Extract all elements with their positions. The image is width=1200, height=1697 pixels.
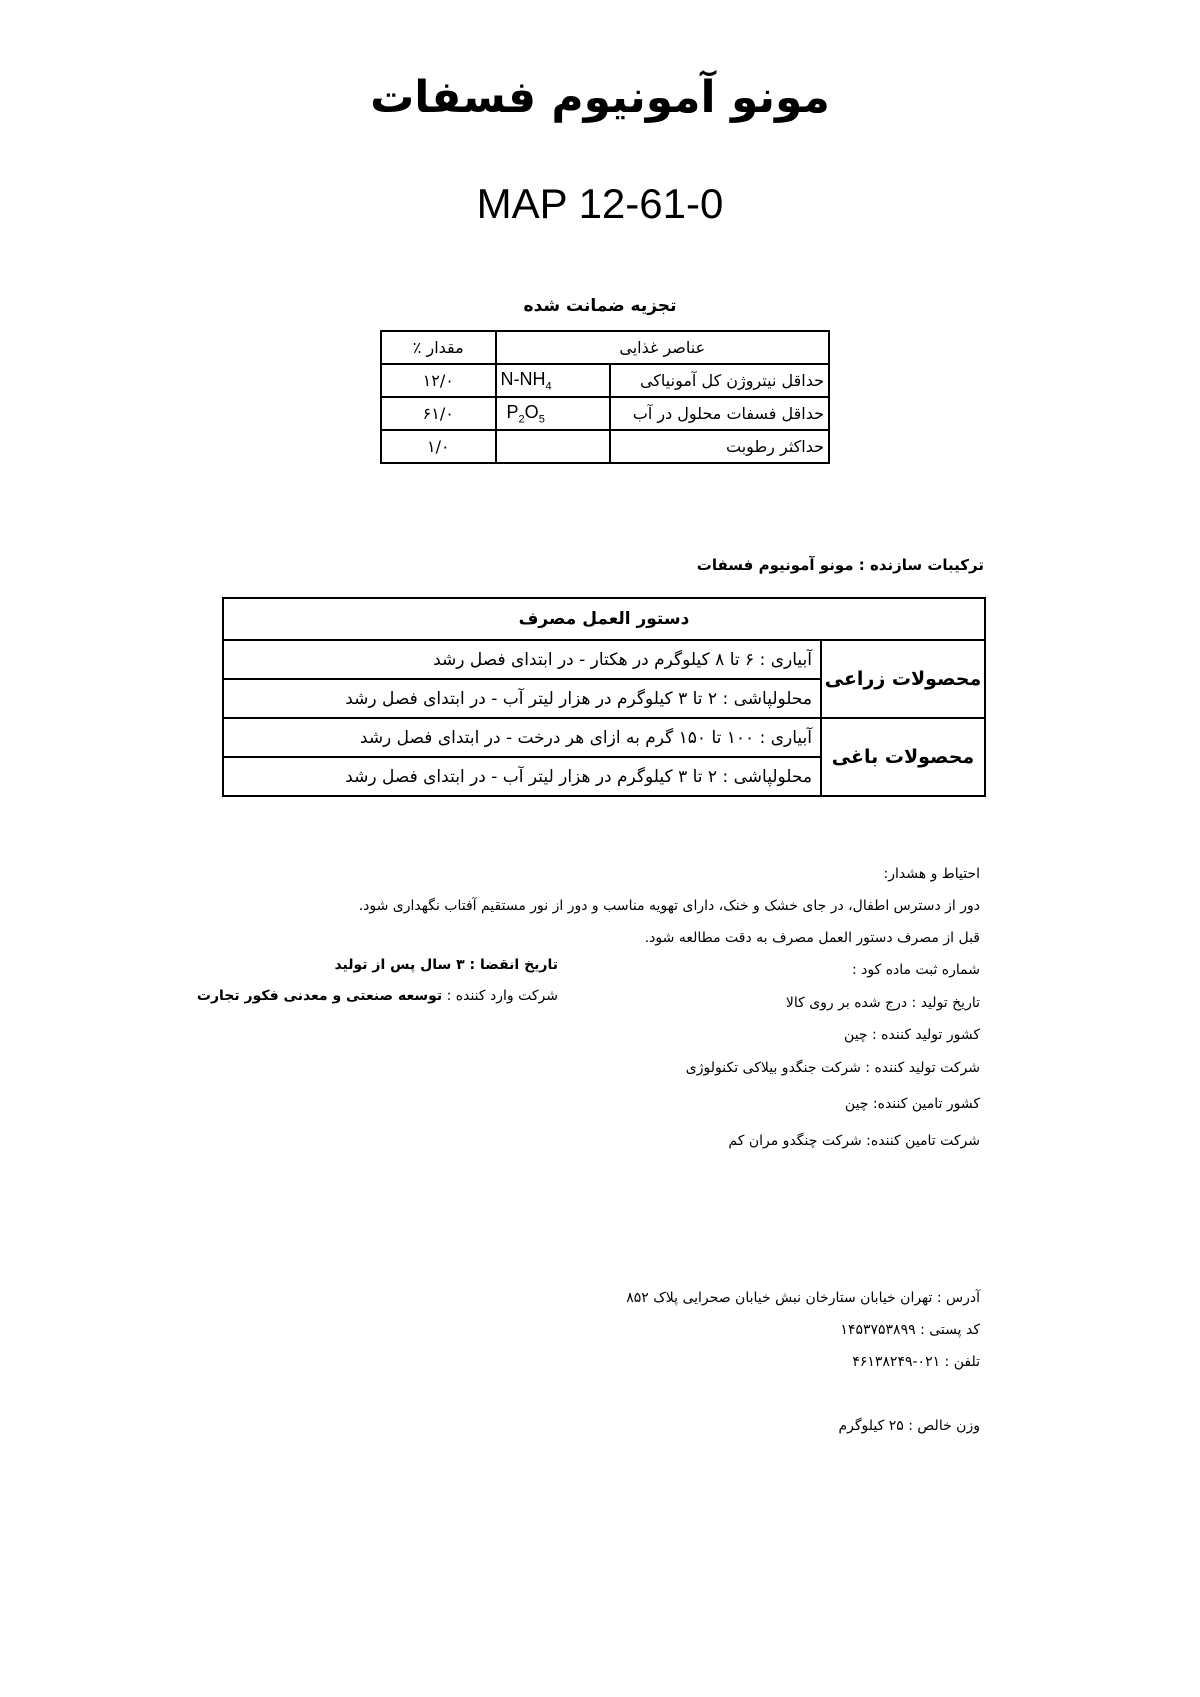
page-title: مونو آمونیوم فسفات (370, 72, 830, 123)
postal-code: کد پستی : ۱۴۵۳۷۵۳۸۹۹ (840, 1322, 980, 1338)
nutrient-name: حداقل نیتروژن کل آمونیاکی (610, 364, 829, 397)
production-date: تاریخ تولید : درج شده بر روی کالا (785, 995, 980, 1011)
importer: شرکت وارد کننده : توسعه صنعتی و معدنی فکور تجارت (196, 988, 558, 1004)
nutrients-header: عناصر غذایی (496, 331, 829, 364)
table-row (381, 430, 829, 463)
nutrient-name: حداکثر رطوبت (610, 430, 829, 463)
phone: تلفن : ۰۲۱-۴۶۱۳۸۲۴۹ (852, 1354, 980, 1370)
usage-table (222, 597, 986, 797)
table-header-row (381, 331, 829, 364)
usage-line: محلولپاشی : ۲ تا ۳ کیلوگرم در هزار لیتر آب - در ابتدای فصل رشد (223, 679, 821, 718)
nutrient-formula (496, 430, 611, 463)
table-row (381, 364, 829, 397)
nutrient-value: ۱۲/۰ (381, 364, 496, 397)
nutrient-value: ۶۱/۰ (381, 397, 496, 430)
address: آدرس : تهران خیابان ستارخان نبش خیابان صحرایی پلاک ۸۵۲ (626, 1290, 980, 1306)
warning-line: قبل از مصرف دستور العمل مصرف به دقت مطالعه شود. (644, 930, 980, 946)
usage-line: آبیاری : ۶ تا ۸ کیلوگرم در هکتار - در ابتدای فصل رشد (223, 640, 821, 679)
warning-line: دور از دسترس اطفال، در جای خشک و خنک، دارای تهویه مناسب و دور از نور مستقیم آفتاب نگهداری شود. (358, 898, 980, 914)
usage-line: آبیاری : ۱۰۰ تا ۱۵۰ گرم به ازای هر درخت - در ابتدای فصل رشد (223, 718, 821, 757)
amount-header: مقدار ٪ (381, 331, 496, 364)
usage-line: محلولپاشی : ۲ تا ۳ کیلوگرم در هزار لیتر آب - در ابتدای فصل رشد (223, 757, 821, 796)
table-row (223, 640, 985, 679)
usage-category: محصولات زراعی (821, 640, 985, 718)
nutrient-name: حداقل فسفات محلول در آب (610, 397, 829, 430)
supplier: شرکت تامین کننده: شرکت چنگدو مران کم (728, 1133, 980, 1149)
composition-line: ترکیبات سازنده : مونو آمونیوم فسفات (696, 556, 984, 574)
usage-header-row (223, 598, 985, 640)
table-row (381, 397, 829, 430)
nutrient-formula: $N-NH_4$ (496, 364, 611, 397)
usage-heading: دستور العمل مصرف (223, 598, 985, 640)
nutrient-formula: $P_2O_5$ (496, 397, 611, 430)
manufacturer: شرکت تولید کننده : شرکت جنگدو بیلاکی تکنولوژی (685, 1060, 980, 1076)
registration-number: شماره ثبت ماده کود : (851, 962, 980, 978)
warnings-heading: احتیاط و هشدار: (883, 866, 980, 882)
table-row (223, 718, 985, 757)
expiry-date: تاریخ انقضا : ۳ سال پس از تولید (334, 957, 558, 973)
usage-category: محصولات باغی (821, 718, 985, 796)
production-country: کشور تولید کننده : چین (844, 1027, 980, 1043)
analysis-table (380, 330, 830, 464)
net-weight: وزن خالص : ۲۵ کیلوگرم (838, 1418, 980, 1434)
supplier-country: کشور تامین کننده: چین (844, 1096, 980, 1112)
analysis-heading: تجزیه ضمانت شده (523, 296, 677, 316)
nutrient-value: ۱/۰ (381, 430, 496, 463)
product-grade: MAP 12-61-0 (476, 180, 724, 227)
